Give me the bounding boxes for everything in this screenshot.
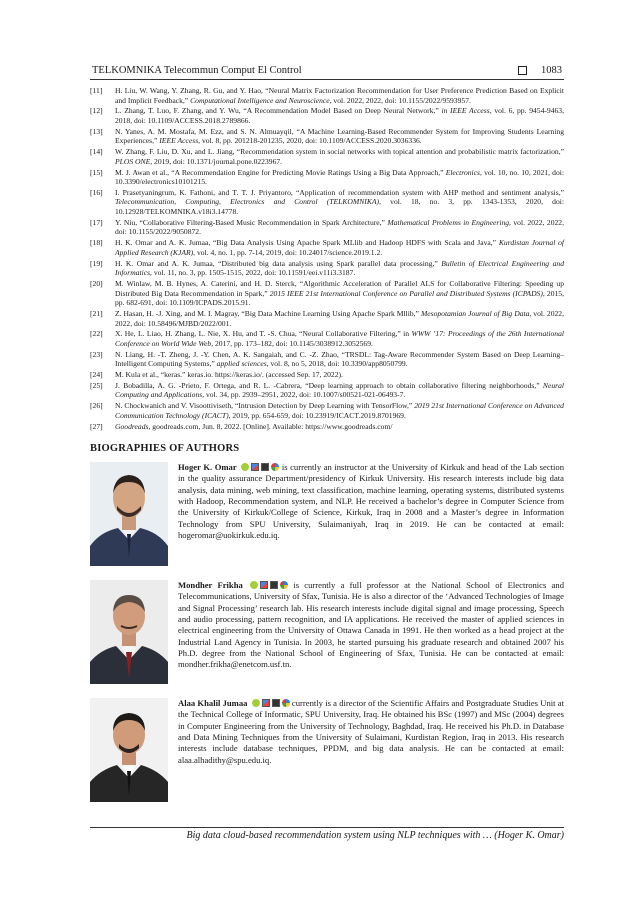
- orcid-icon[interactable]: [250, 581, 258, 589]
- reference-venue: Goodreads: [115, 421, 149, 431]
- reference-details: vol. 2022, 2022, doi: 10.1155/2022/9050872.: [115, 217, 564, 237]
- reference-text: [115, 188, 564, 217]
- reference-venue: Telecommunication, Computing, Electronics and Control (TELKOMNIKA),: [115, 197, 381, 207]
- reference-number: [24]: [90, 370, 103, 380]
- reference-authors-title: L. Zhang, T. Luo, F. Zhang, and Y. Wu, “A Recommendation Model Based on Deep Neural Network,”: [115, 106, 442, 116]
- google-scholar-icon[interactable]: [251, 463, 259, 471]
- reference-details: , vol. 11, no. 3, pp. 1505-1515, 2022, doi: 10.11591/eei.v11i3.3187.: [150, 268, 356, 278]
- reference-authors-title: M. J. Awan et al., “A Recommendation Engine for Predicting Movie Ratings Using a Big Data Approach,”: [115, 167, 446, 177]
- reference-authors-title: J. Bobadilla, A. G. -Prieto, F. Ortega, and R. L. -Cabrera, “Deep learning approach to obtain collaborative filtering neighborhoods,”: [115, 380, 543, 390]
- reference-authors-title: H. K. Omar and A. K. Jumaa, “Distributed big data analysis using Spark parallel data processing,”: [115, 258, 442, 268]
- biographies-heading: BIOGRAPHIES OF AUTHORS: [90, 443, 240, 454]
- reference-venue: Electronics,: [445, 167, 482, 177]
- author-name: Mondher Frikha: [178, 580, 243, 590]
- reference-text: [115, 147, 564, 166]
- reference-text: [115, 422, 564, 432]
- reference-number: [13]: [90, 126, 103, 136]
- reference-authors-title: X. He, L. Liao, H. Zhang, L. Nie, X. Hu, and T. -S. Chua, “Neural Collaborative Filtering,” in: [115, 329, 412, 339]
- reference-number: [27]: [90, 421, 103, 431]
- reference-details: , 2015, pp. 682-691, doi: 10.1109/ICPADS.2015.91.: [115, 288, 565, 308]
- reference-text: [115, 218, 564, 237]
- reference-item: [90, 147, 564, 166]
- reference-venue: 2015 IEEE 21st International Conference on Parallel and Distributed Systems (ICPADS): [269, 288, 543, 298]
- reference-authors-title: W. Zhang, F. Liu, D. Xu, and L. Jiang, “Recommendation system in social networks with topical attention and probabilistic matrix factorization,”: [115, 147, 564, 157]
- header-rule: [90, 79, 564, 80]
- author-name: Hoger K. Omar: [178, 462, 237, 472]
- orcid-icon[interactable]: [252, 699, 260, 707]
- reference-item: [90, 259, 564, 278]
- reference-item: [90, 350, 564, 369]
- reference-item: [90, 238, 564, 257]
- reference-venue: Mathematical Problems in Engineering,: [387, 217, 511, 227]
- reference-number: [18]: [90, 238, 103, 248]
- biography-body: is currently a full professor at the National School of Electronics and Telecommunications, University of Sfax, Tunisia. He is also a director of the ‘Advanced Technologies of Image and Signal Processing’ research lab. His research interests include digital signal and image processing, Speech and audio processing, pattern recognition, and IA applications. He received the master of applied sciences in electrical engineering from the University of Ottawa Canada in 1991. He then worked as a head project at the Industrial Land Agency in Tunisia. In 2003, he started pursuing his graduate research and obtained 2007 his Ph.D. degree from the National School of Engineering of Sfax, Tunisia. He can be contacted at email: mondher.frikha@enetcom.usf.tn.: [178, 580, 564, 670]
- reference-number: [11]: [90, 86, 103, 95]
- google-scholar-icon[interactable]: [260, 581, 268, 589]
- footer-rule: [90, 827, 564, 828]
- reference-authors-title: H. Liu, W. Wang, Y. Zhang, R. Gu, and Y. Hao, “Neural Matrix Factorization Recommendation for User Preference Prediction Based on Explicit and Implicit Feedback,”: [115, 86, 564, 105]
- reference-details: vol. 18, no. 3, pp. 1343-1353, 2020, doi: 10.12928/TELKOMNIKA.v18i3.14778.: [115, 197, 564, 217]
- reference-venue: Bulletin of Electrical Engineering and Informatics: [115, 258, 564, 278]
- reference-authors-title: Z. Hasan, H. -J. Xing, and M. I. Magray, “Big Data Machine Learning Using Apache Spark Mllib,”: [115, 308, 421, 318]
- reference-item: [90, 188, 564, 217]
- reference-text: [115, 350, 564, 369]
- reference-number: [21]: [90, 308, 103, 318]
- reference-details: , 2019, pp. 654-659, doi: 10.23919/ICACT.2019.8701969.: [228, 410, 406, 420]
- reference-item: [90, 329, 564, 348]
- biography-text: [178, 698, 564, 766]
- reference-authors-title: N. Liang, H. -T. Zheng, J. -Y. Chen, A. K. Sangaiah, and C. -Z. Zhao, “TRSDL: Tag-Aware Recommender System Based on Deep Learning–Intelligent Computing Systems,”: [115, 349, 564, 369]
- reference-number: [16]: [90, 187, 103, 197]
- journal-name: TELKOMNIKA Telecommun Comput El Control: [92, 65, 302, 76]
- reference-item: [90, 106, 564, 125]
- author-photo: [90, 580, 168, 684]
- reference-details: , vol. 2022, 2022, doi: 10.1155/2022/9593957.: [329, 95, 471, 105]
- reference-venue: Kurdistan Journal of Applied Research (KJAR): [115, 238, 564, 257]
- reference-number: [22]: [90, 329, 103, 339]
- reference-number: [19]: [90, 258, 103, 268]
- reference-details: , 2017, pp. 173–182, doi: 10.1145/3038912.3052569.: [211, 338, 373, 348]
- reference-number: [26]: [90, 401, 103, 411]
- reference-number: [20]: [90, 278, 103, 288]
- reference-details: , 2019, doi: 10.1371/journal.pone.0223967.: [150, 156, 283, 166]
- reference-details: , vol. 34, pp. 2939–2951, 2022, doi: 10.1007/s00521-021-06493-7.: [202, 390, 406, 400]
- reference-authors-title: H. K. Omar and A. K. Jumaa, “Big Data Analysis Using Apache Spark MLlib and Hadoop HDFS with Scala and Java,”: [115, 238, 499, 248]
- reference-authors-title: I. Prasetyaningrum, K. Fathoni, and T. T. J. Priyantoro, “Application of recommendation system with AHP method and sentiment analysis,”: [115, 187, 564, 197]
- reference-details: , goodreads.com, Jun. 8, 2022. [Online]. Available: https://www.goodreads.com/: [148, 421, 393, 431]
- reference-number: [12]: [90, 106, 103, 116]
- reference-item: [90, 381, 564, 400]
- reference-details: , vol. 8, no 5, 2018, doi: 10.3390/app8050799.: [266, 359, 408, 369]
- reference-item: [90, 127, 564, 146]
- author-name: Alaa Khalil Jumaa: [178, 698, 248, 708]
- reference-venue: Mesopotamian Journal of Big Data: [420, 308, 530, 318]
- publons-icon[interactable]: [280, 581, 288, 589]
- reference-venue: Computational Intelligence and Neuroscience: [190, 95, 330, 105]
- biography-body: currently is a director of the Scientific Affairs and Postgraduate Studies Unit at the Technical College of Informatic, SPU University, Iraq. He obtained his BSc (1997) and MSc (2004) degrees in Computer Engineering from the University of Technology, Baghdad, Iraq. He received his Ph.D. in Database and Data Mining Techniques from the University of Sulaimani, Kurdistan Region, Iraq in 2013. His research interests include database techniques, PPDM, and big data analysis. He can be contacted at email: alaa.alhadithy@spu.edu.iq.: [178, 698, 564, 765]
- reference-number: [17]: [90, 217, 103, 227]
- reference-text: [115, 279, 564, 308]
- reference-text: [115, 381, 564, 400]
- reference-authors-title: N. Yanes, A. M. Mostafa, M. Ezz, and S. N. Almuayqil, “A Machine Learning-Based Recommender System for Improving Students Learning Experiences,”: [115, 126, 564, 146]
- reference-text: [115, 86, 564, 105]
- reference-venue: Neural Computing and Applications: [115, 380, 564, 400]
- reference-venue: applied sciences: [216, 359, 267, 369]
- reference-authors-title: N. Chockwanich and V. Visoottiviseth, “Intrusion Detection by Deep Learning with TensorFlow,”: [115, 401, 415, 411]
- reference-details: , vol. 6, pp. 9454-9463, 2018, doi: 10.1109/ACCESS.2018.2789866.: [115, 106, 564, 125]
- reference-number: [15]: [90, 167, 103, 177]
- reference-item: [90, 86, 564, 105]
- reference-text: [115, 329, 564, 348]
- page-number: 1083: [541, 65, 562, 76]
- reference-venue: IEEE Access: [159, 136, 199, 146]
- reference-number: [25]: [90, 380, 103, 390]
- reference-item: [90, 218, 564, 237]
- ballot-box-icon: [518, 66, 527, 75]
- reference-item: [90, 422, 564, 432]
- reference-item: [90, 309, 564, 328]
- reference-item: [90, 401, 564, 420]
- biography-text: [178, 462, 564, 541]
- reference-text: [115, 168, 564, 187]
- reference-text: [115, 401, 564, 420]
- reference-details: , vol. 4, no. 1, pp. 7-14, 2019, doi: 10.24017/science.2019.1.2.: [193, 247, 383, 257]
- orcid-icon[interactable]: [241, 463, 249, 471]
- reference-item: [90, 370, 564, 380]
- reference-item: [90, 279, 564, 308]
- running-header: [92, 60, 562, 76]
- reference-text: [115, 238, 564, 257]
- biography-body: is currently an instructor at the University of Kirkuk and head of the Lab section in the quality assurance Department/presidency of Kirkuk University. His research interests include big data analysis, data mining, web mining, text classification, machine learning, operating systems, distributed systems with Hadoop, Recommendation system, and NLP. He received a bachelor’s degree in Computer Science from the University of Kirkuk/College of Science, Kirkuk, Iraq in 2008 and a Master’s degree in Information Technology from SPU University, Sulaimaniyah, Iraq in 2019. He can be contacted at email: hogeromar@uokirkuk.edu.iq.: [178, 462, 564, 541]
- reference-authors-title: M. Kula et al., “keras.” keras.io. https://keras.io/. (accessed Sep. 17, 2022).: [115, 370, 343, 380]
- reference-venue: 2019 21st International Conference on Advanced Communication Technology (ICACT): [115, 401, 564, 420]
- scopus-icon[interactable]: [270, 581, 278, 589]
- running-footer: Big data cloud-based recommendation system using NLP techniques with … (Hoger K. Omar): [186, 830, 564, 841]
- reference-number: [23]: [90, 349, 103, 359]
- biography-text: [178, 580, 564, 671]
- google-scholar-icon[interactable]: [262, 699, 270, 707]
- author-photo: [90, 462, 168, 566]
- publons-icon[interactable]: [282, 699, 290, 707]
- reference-authors-title: Y. Niu, “Collaborative Filtering-Based Music Recommendation in Spark Architecture,”: [115, 217, 388, 227]
- author-photo: [90, 698, 168, 802]
- reference-text: [115, 309, 564, 328]
- scopus-icon[interactable]: [272, 699, 280, 707]
- reference-item: [90, 168, 564, 187]
- reference-text: [115, 259, 564, 278]
- reference-venue: WWW ’17: Proceedings of the 26th International Conference on World Wide Web: [115, 329, 564, 348]
- reference-text: [115, 370, 564, 380]
- reference-venue: in IEEE Access: [441, 106, 490, 116]
- reference-authors-title: M. Winlaw, M. B. Hynes, A. Caterini, and H. D. Sterck, “Algorithmic Acceleration of Parallel ALS for Collaborative Filtering: Speeding up Distributed Big Data Recommendation in Spark,”: [115, 278, 564, 298]
- reference-details: , vol. 2022, 2022, doi: 10.58496/MJBD/2022/001.: [115, 308, 564, 328]
- reference-text: [115, 106, 564, 125]
- reference-list: [90, 86, 564, 432]
- reference-venue: PLOS ONE: [115, 156, 151, 166]
- reference-details: , vol. 8, pp. 201218-201235, 2020, doi: 10.1109/ACCESS.2020.3036336.: [198, 136, 422, 146]
- scopus-icon[interactable]: [261, 463, 269, 471]
- reference-number: [14]: [90, 147, 103, 157]
- reference-text: [115, 127, 564, 146]
- reference-details: vol. 10, no. 10, 2021, doi: 10.3390/electronics10101215.: [115, 167, 564, 187]
